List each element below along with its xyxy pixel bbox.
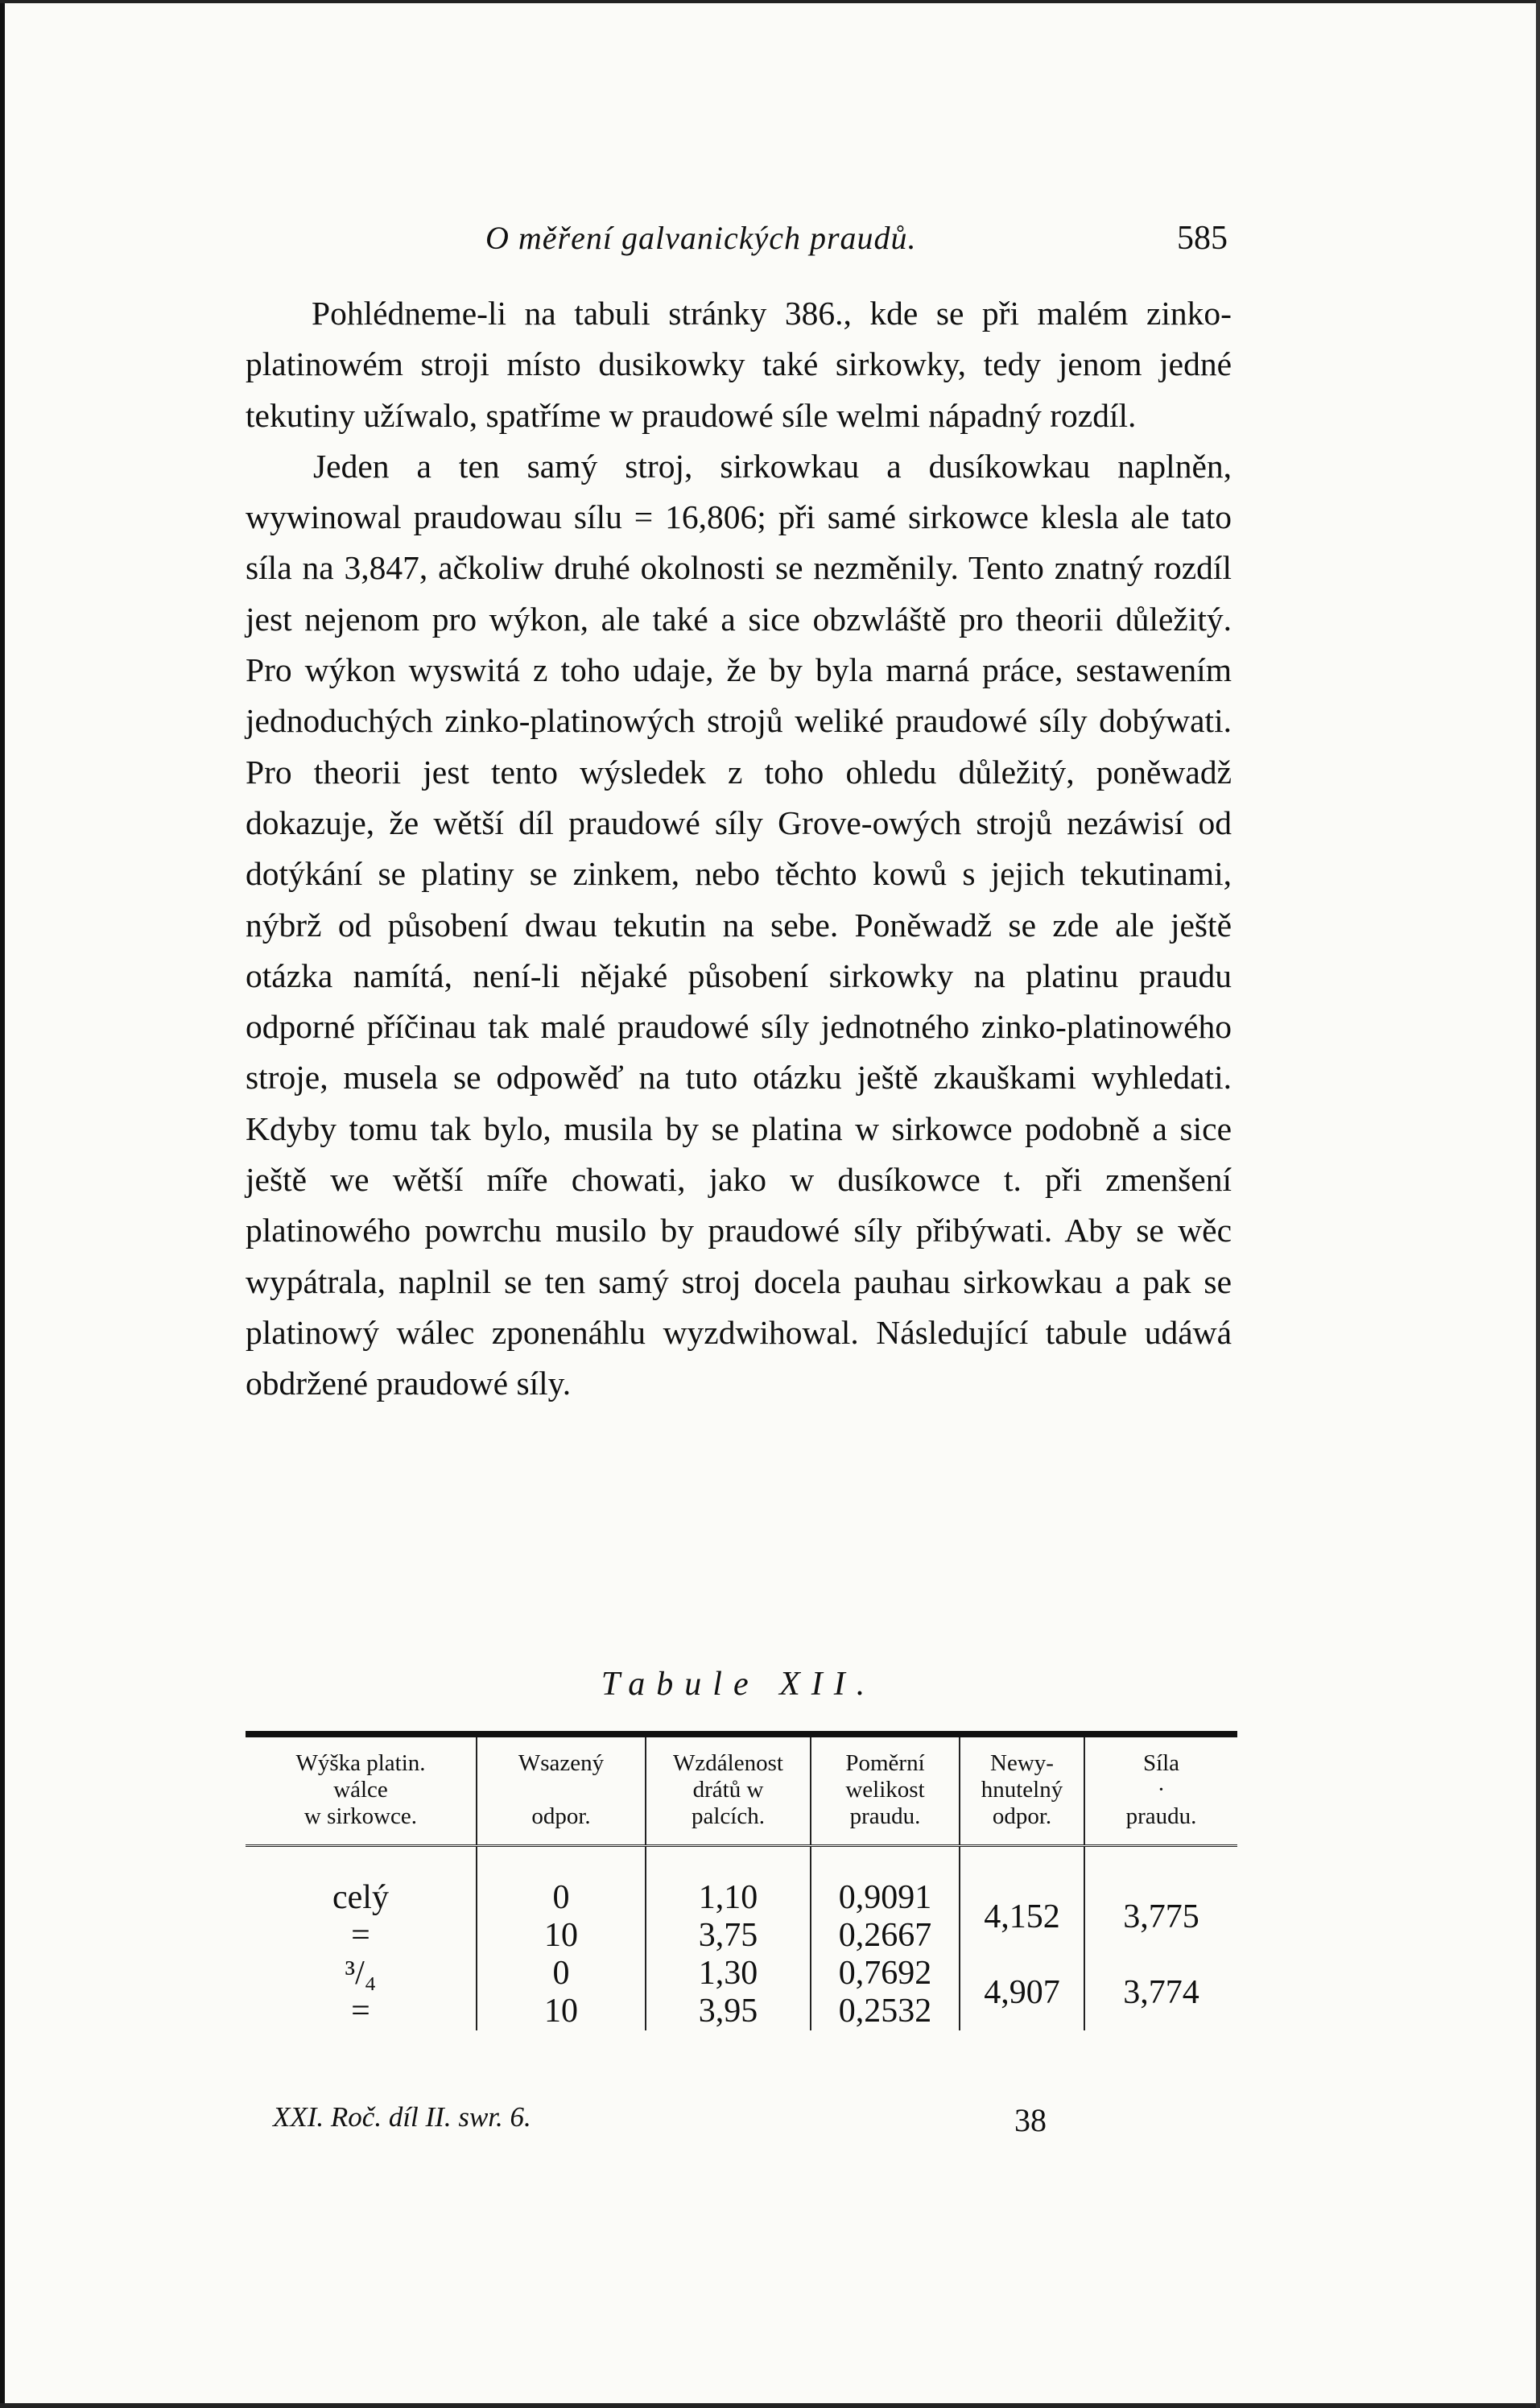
running-head xyxy=(246,219,1228,267)
column-header-line: wálce xyxy=(333,1777,388,1803)
column-header-line: welikost xyxy=(845,1777,925,1803)
body-text xyxy=(246,288,1232,1410)
column-header-line: Newy- xyxy=(990,1750,1054,1776)
column-header-line: Wzdálenost xyxy=(673,1750,783,1776)
table-row xyxy=(246,1879,1237,1917)
column-header-line: Wsazený xyxy=(518,1750,605,1776)
column-header-line: praudu. xyxy=(849,1803,921,1829)
cell-fixed-resistance: 4,907 xyxy=(960,1955,1084,2030)
column-header-current-force xyxy=(1084,1737,1237,1846)
cell-height: = xyxy=(351,1917,370,1954)
scan-border-bottom xyxy=(0,2403,1540,2408)
column-header-line: Síla xyxy=(1142,1750,1180,1776)
data-table xyxy=(246,1731,1237,2030)
cell-relative: 0,7692 xyxy=(811,1955,960,1993)
cell-relative: 0,9091 xyxy=(811,1879,960,1917)
column-header-wire-distance xyxy=(646,1737,811,1846)
running-title: O měření galvanických praudů. xyxy=(485,220,917,256)
cell-height: ³/₄ xyxy=(345,1955,377,1992)
column-header-height xyxy=(246,1737,477,1846)
cell-resistance: 10 xyxy=(477,1917,646,1955)
cell-resistance: 0 xyxy=(477,1955,646,1993)
column-header-line: drátů w xyxy=(692,1777,764,1803)
cell-distance: 3,75 xyxy=(646,1917,811,1955)
table-row xyxy=(246,1955,1237,1993)
cell-height: celý xyxy=(332,1879,389,1916)
column-header-fixed-resistance xyxy=(960,1737,1084,1846)
scan-border-right xyxy=(1536,0,1540,2408)
cell-force: 3,774 xyxy=(1084,1955,1237,2030)
paragraph: Jeden a ten samý stroj, sirkowkau a dusíkowkau naplněn, wywinowal praudowau sílu = 16,806; při samé sirkowce klesla ale tato síla na 3,847, ačkoliw druhé okolnosti se nezměnily. Tento znatný rozdíl jest nejenom pro wýkon, ale také a sice obzwláště pro theorii důležitý. Pro wýkon wyswitá z toho udaje, že by byla marná práce, sestawením jednoduchých zinko-platinowých strojů weliké praudowé síly dobýwati. Pro theorii jest tento wýsledek z toho ohledu důležitý, poněwadž dokazuje, že wětší díl praudowé síly Grove-owých strojů nezáwisí od dotýkání se platiny se zinkem, nebo těchto kowů s jejich tekutinami, nýbrž od působení dwau tekutin na sebe. Poněwadž se zde ale ještě otázka namítá, není-li nějaké působení sirkowky na platinu praudu odporné příčinau tak malé praudowé síly jednotného zinko-platinowého stroje, musela se odpowěď na tuto otázku ještě zkauškami wyhledati. Kdyby tomu tak bylo, musila by se platina w sirkowce podobně a sice ještě we wětší míře chowati, jako w dusíkowce t. při zmenšení platinowého powrchu musilo by praudowé síly přibýwati. Aby se wěc wypátrala, naplnil se ten samý stroj docela pauhau sirkowkau a pak se platinowý wálec zponenáhlu wyzdwihowal. Následující tabule udáwá obdržené praudowé síly. xyxy=(246,447,1232,1402)
cell-distance: 1,30 xyxy=(646,1955,811,1993)
column-header-line: odpor. xyxy=(531,1803,591,1829)
page-footer xyxy=(246,2101,1237,2150)
cell-resistance: 10 xyxy=(477,1993,646,2030)
printer-signature: XXI. Roč. díl II. swr. 6. xyxy=(273,2101,531,2133)
page-number: 585 xyxy=(1177,220,1228,257)
cell-resistance: 0 xyxy=(477,1879,646,1917)
scan-border-top xyxy=(0,0,1540,3)
column-header-line: w sirkowce. xyxy=(303,1803,418,1829)
column-header-line: palcích. xyxy=(692,1803,765,1829)
column-header-line: Wýška platin. xyxy=(295,1750,426,1776)
column-header-inserted-resistance xyxy=(477,1737,646,1846)
cell-relative: 0,2532 xyxy=(811,1993,960,2030)
cell-force: 3,775 xyxy=(1084,1879,1237,1955)
column-header-line: · xyxy=(1157,1777,1166,1803)
column-header-line: Poměrní xyxy=(845,1750,925,1776)
column-header-line: hnutelný xyxy=(981,1777,1063,1803)
cell-distance: 1,10 xyxy=(646,1879,811,1917)
table-title: Tabule XII. xyxy=(601,1666,877,1703)
cell-distance: 3,95 xyxy=(646,1993,811,2030)
sheet-number: 38 xyxy=(1014,2102,1047,2138)
column-header-relative-current xyxy=(811,1737,960,1846)
cell-height: = xyxy=(351,1993,370,2030)
column-header-line: praudu. xyxy=(1125,1803,1197,1829)
cell-relative: 0,2667 xyxy=(811,1917,960,1955)
column-header-line: odpor. xyxy=(992,1803,1052,1829)
cell-fixed-resistance: 4,152 xyxy=(960,1879,1084,1955)
scan-border-left xyxy=(0,0,5,2408)
paragraph: Pohlédneme-li na tabuli stránky 386., kde se při malém zinko-platinowém stroji místo dusikowky také sirkowky, tedy jenom jedné tekutiny užíwalo, spatříme w praudowé síle welmi nápadný rozdíl. xyxy=(246,295,1232,434)
